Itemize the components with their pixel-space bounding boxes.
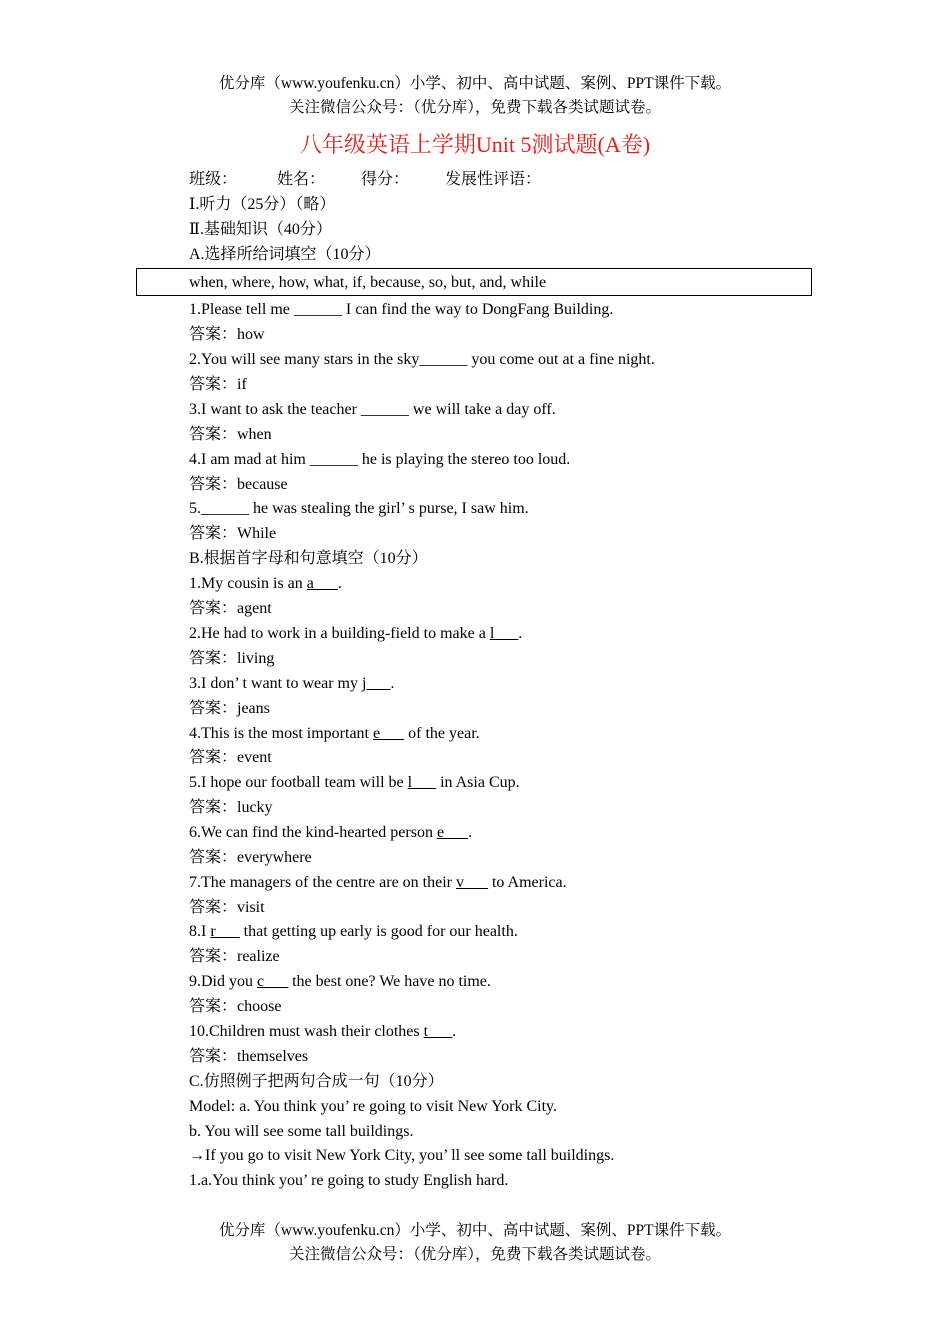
question-text: 2.He had to work in a building-field to make a <box>189 625 490 642</box>
question-text: 10.Children must wash their clothes <box>189 1023 424 1040</box>
answer-a3: 答案：when <box>189 426 272 443</box>
question-text: 4.This is the most important <box>189 725 373 742</box>
question-b1 <box>189 572 342 596</box>
blank-hint: e___ <box>373 725 405 742</box>
word-bank-box <box>136 268 812 296</box>
answer-b6: 答案：everywhere <box>189 849 312 866</box>
question-b8 <box>189 920 518 944</box>
question-text: . <box>452 1023 457 1040</box>
question-text: the best one? We have no time. <box>288 973 491 990</box>
word-bank: when, where, how, what, if, because, so, but, and, while <box>189 274 547 291</box>
question-a2: 2.You will see many stars in the sky______ you come out at a fine night. <box>189 351 655 368</box>
question-a5: 5.______ he was stealing the girl’ s purse, I saw him. <box>189 500 529 517</box>
question-text: . <box>390 675 395 692</box>
question-text: 3.I don’ t want to wear my <box>189 675 362 692</box>
blank-hint: l___ <box>407 774 437 791</box>
blank-hint: t___ <box>423 1023 453 1040</box>
blank-hint: v___ <box>455 874 488 891</box>
question-text: 9.Did you <box>189 973 257 990</box>
blank-hint: j___ <box>362 675 391 692</box>
blank-hint: e___ <box>436 824 469 841</box>
question-text: 5.I hope our football team will be <box>189 774 408 791</box>
model-sentence-b: b. You will see some tall buildings. <box>189 1123 414 1140</box>
footer-line-2: 关注微信公众号：（优分库），免费下载各类试题试卷。 <box>288 1246 661 1263</box>
section-c-heading: C.仿照例子把两句合成一句（10分） <box>189 1073 444 1090</box>
question-text: of the year. <box>404 725 480 742</box>
header-line-2: 关注微信公众号：（优分库），免费下载各类试题试卷。 <box>288 99 661 116</box>
answer-a2: 答案：if <box>189 376 247 393</box>
blank-hint: a___ <box>306 575 338 592</box>
answer-b5: 答案：lucky <box>189 799 273 816</box>
answer-a5: 答案：While <box>189 525 277 542</box>
question-b9 <box>189 970 491 994</box>
question-b4 <box>189 722 480 746</box>
question-a4: 4.I am mad at him ______ he is playing the stereo too loud. <box>189 451 571 468</box>
answer-b3: 答案：jeans <box>189 700 270 717</box>
model-result: →If you go to visit New York City, you’ ll see some tall buildings. <box>189 1147 615 1164</box>
answer-a4: 答案：because <box>189 476 288 493</box>
answer-b7: 答案：visit <box>189 899 265 916</box>
section-a-heading: A.选择所给词填空（10分） <box>189 246 381 263</box>
answer-b2: 答案：living <box>189 650 275 667</box>
answer-b10: 答案：themselves <box>189 1048 309 1065</box>
question-a3: 3.I want to ask the teacher ______ we will take a day off. <box>189 401 556 418</box>
question-text: . <box>337 575 342 592</box>
section-b-heading: B.根据首字母和句意填空（10分） <box>189 550 428 567</box>
question-a1: 1.Please tell me ______ I can find the way to DongFang Building. <box>189 301 614 318</box>
question-b2 <box>189 622 522 646</box>
question-text: . <box>468 824 473 841</box>
question-text: 1.My cousin is an <box>189 575 307 592</box>
blank-hint: r___ <box>210 923 240 940</box>
question-text: 8.I <box>189 923 211 940</box>
answer-b4: 答案：event <box>189 749 272 766</box>
page-title: 八年级英语上学期Unit 5测试题(A卷) <box>299 132 651 157</box>
comment-label: 发展性评语： <box>445 171 542 188</box>
class-label: 班级： <box>189 171 238 188</box>
answer-b1: 答案：agent <box>189 600 272 617</box>
section-listening: Ⅰ.听力（25分）（略） <box>189 196 336 213</box>
model-sentence-a: Model: a. You think you’ re going to visit New York City. <box>189 1098 558 1115</box>
question-text: . <box>518 625 523 642</box>
question-b6 <box>189 821 472 845</box>
score-label: 得分： <box>361 171 410 188</box>
question-b10 <box>189 1020 456 1044</box>
question-text: that getting up early is good for our health. <box>239 923 518 940</box>
student-info-row <box>189 168 541 192</box>
question-c1a: 1.a.You think you’ re going to study English hard. <box>189 1172 509 1189</box>
question-b7 <box>189 871 567 895</box>
answer-b9: 答案：choose <box>189 998 282 1015</box>
section-basics: Ⅱ.基础知识（40分） <box>189 221 332 238</box>
question-b3 <box>189 672 394 696</box>
question-text: to America. <box>487 874 567 891</box>
blank-hint: c___ <box>257 973 289 990</box>
question-text: 6.We can find the kind-hearted person <box>189 824 437 841</box>
question-b5 <box>189 771 520 795</box>
header-line-1: 优分库（www.youfenku.cn）小学、初中、高中试题、案例、PPT课件下载。 <box>218 75 732 92</box>
footer-line-1: 优分库（www.youfenku.cn）小学、初中、高中试题、案例、PPT课件下载。 <box>218 1222 732 1239</box>
answer-a1: 答案：how <box>189 326 265 343</box>
question-text: in Asia Cup. <box>436 774 520 791</box>
question-text: 7.The managers of the centre are on their <box>189 874 456 891</box>
answer-b8: 答案：realize <box>189 948 280 965</box>
blank-hint: l___ <box>489 625 519 642</box>
name-label: 姓名： <box>277 171 326 188</box>
